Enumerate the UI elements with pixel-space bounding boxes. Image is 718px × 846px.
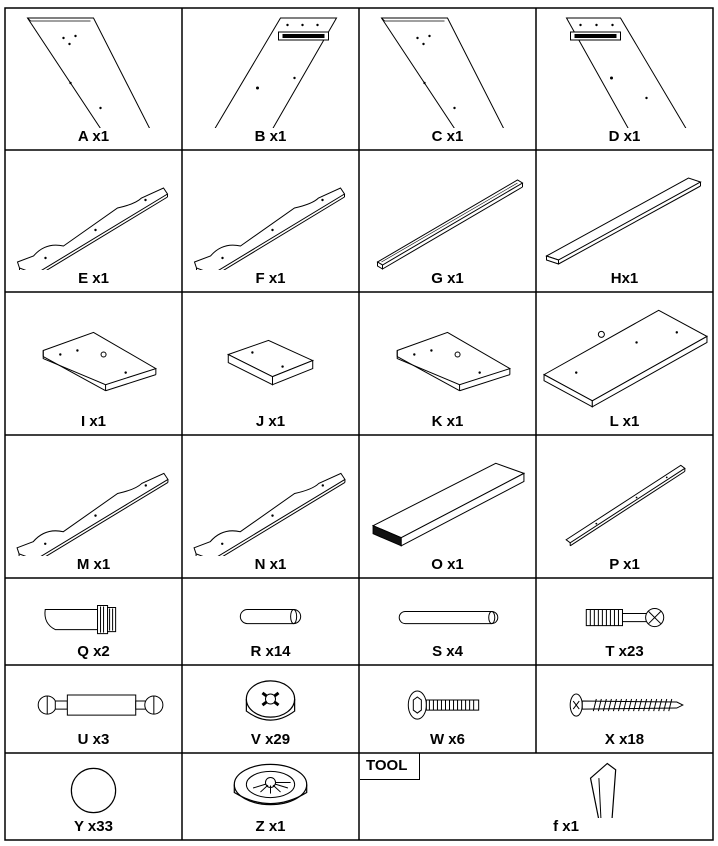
part-label: Q x2 [77,643,110,660]
side-panel-left-with-rail-icon [182,8,359,128]
part-label: M x1 [76,556,111,573]
part-label: O x1 [431,556,464,573]
part-label: P x1 [609,556,640,573]
part-label: S x4 [432,643,463,660]
part-cell-m [5,435,182,578]
part-label: W x6 [429,731,465,748]
part-cell-q [5,578,182,665]
part-label: D x1 [608,128,641,145]
part-label: Hx1 [610,270,639,287]
part-cell-b [182,8,359,150]
long-dowel-icon [359,578,536,643]
cover-cap-icon [5,753,182,818]
part-label: F x1 [255,270,286,287]
part-cell-l [536,292,713,435]
part-cell-j [182,292,359,435]
part-cell-p [536,435,713,578]
part-cell-e [5,150,182,292]
part-cell-f [182,150,359,292]
part-label: G x1 [431,270,464,287]
part-cell-w [359,665,536,753]
wooden-dowel-icon [182,578,359,643]
part-label: X x18 [604,731,645,748]
rail-strip-icon [359,150,536,270]
part-cell-r [182,578,359,665]
side-panel-left-icon [5,8,182,128]
part-cell-d [536,8,713,150]
cable-grommet-icon [182,753,359,818]
curved-back-panel-icon [5,150,182,270]
knurled-sleeve-icon [5,578,182,643]
part-label: T x23 [605,643,644,660]
part-label: f x1 [553,818,579,835]
wood-screw-icon [536,665,713,731]
part-cell-c [359,8,536,150]
angled-shelf-icon [5,292,182,413]
part-cell-h [536,150,713,292]
curved-back-panel-icon [182,435,359,556]
cam-lock-icon [182,665,359,731]
part-cell-x [536,665,713,753]
part-cell-o [359,435,536,578]
part-cell-y [5,753,182,840]
part-label: L x1 [609,413,640,430]
part-label: Z x1 [255,818,286,835]
part-cell-k [359,292,536,435]
part-label: J x1 [255,413,286,430]
part-cell-s [359,578,536,665]
small-block-icon [182,292,359,413]
thin-rod-icon [536,435,713,556]
part-label: C x1 [431,128,464,145]
side-panel-right-with-rail-icon [536,8,713,128]
part-label: Y x33 [74,818,113,835]
hex-bolt-icon [359,665,536,731]
part-cell-u [5,665,182,753]
part-label: R x14 [250,643,291,660]
part-cell-v [182,665,359,753]
side-panel-left-icon [359,8,536,128]
part-cell-a [5,8,182,150]
large-top-panel-icon [536,292,713,413]
curved-back-panel-icon [5,435,182,556]
part-cell-i [5,292,182,435]
part-label: I x1 [80,413,107,430]
part-label: B x1 [254,128,287,145]
part-label: V x29 [250,731,291,748]
part-cell-n [182,435,359,578]
long-shelf-icon [359,435,536,556]
part-label: N x1 [254,556,287,573]
tool-heading: TOOL [360,753,420,780]
part-label: U x3 [77,731,110,748]
part-label: A x1 [77,128,110,145]
flat-board-icon [536,150,713,270]
part-cell-g [359,150,536,292]
cam-bolt-icon [536,578,713,643]
double-cam-bolt-icon [5,665,182,731]
part-cell-t [536,578,713,665]
curved-back-panel-icon [182,150,359,270]
part-cell-z [182,753,359,840]
angled-shelf-icon [359,292,536,413]
part-label: K x1 [431,413,464,430]
part-label: E x1 [78,270,109,287]
